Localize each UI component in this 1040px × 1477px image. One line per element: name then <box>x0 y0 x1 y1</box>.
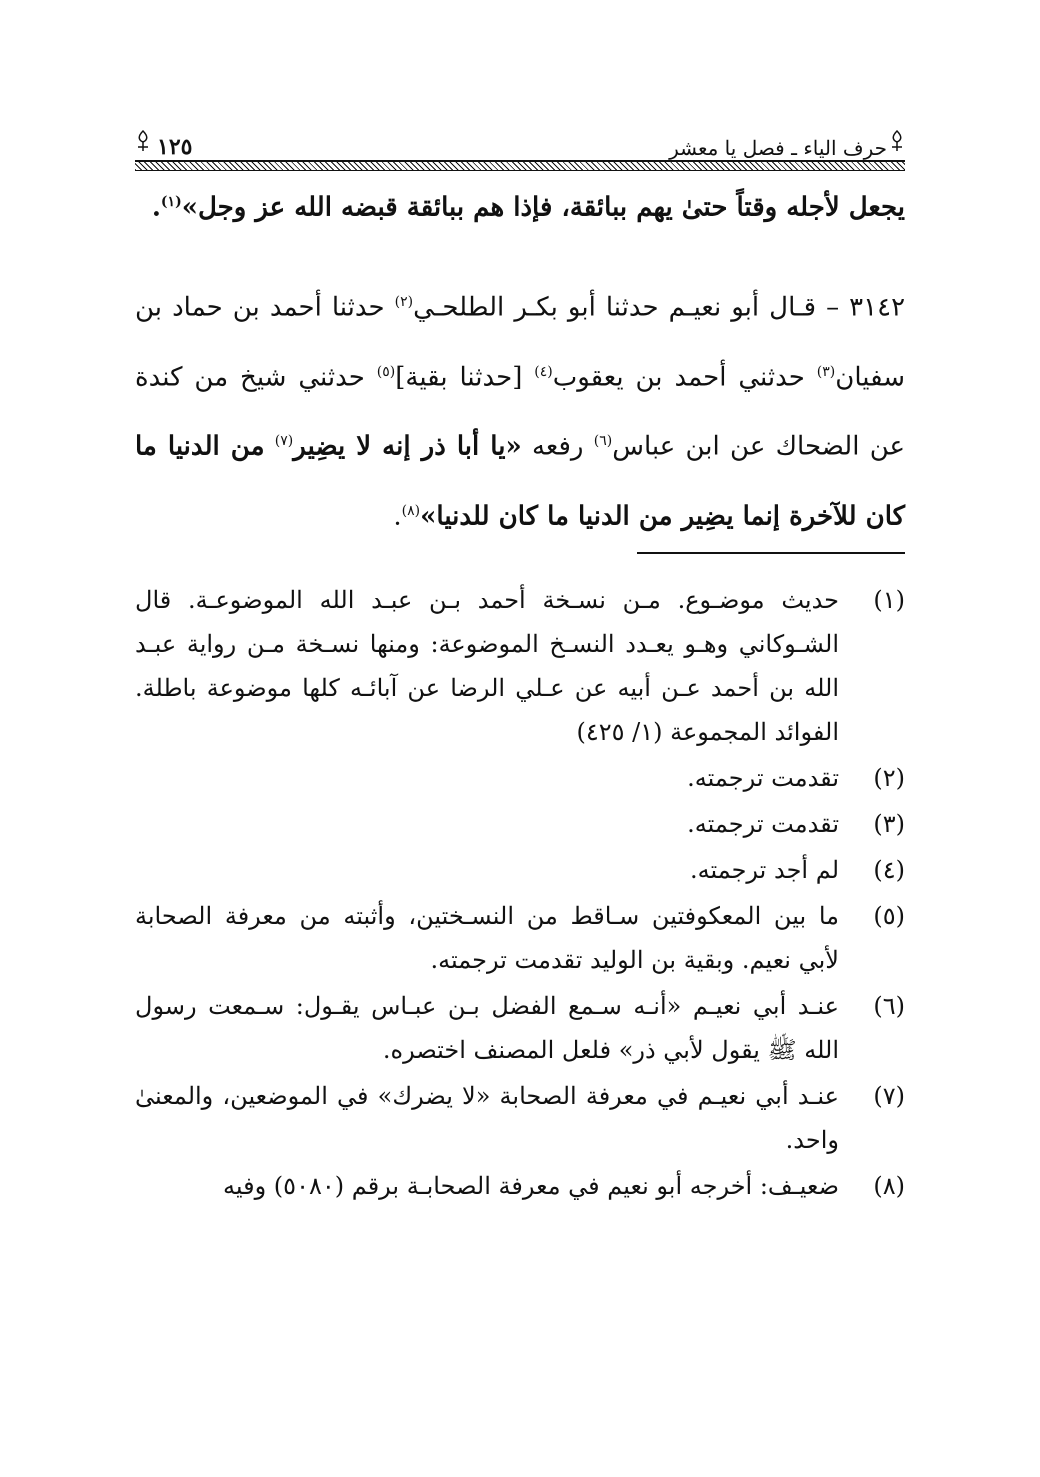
hadith-paragraph: ٣١٤٢ – قـال أبو نعيـم حدثنا أبو بكـر الطلحـي$^{(٢)}$ حدثنا أحمد بن حماد بن سفيان$^{(٣)}$ حدثني أحمد بن يعقوب$^{(٤)}$ [حدثنا بقية]$^{(٥)}$ حدثني شيخ من كندة عن الضحاك عن ابن عباس$^{(٦)}$ رفعه «يا أبا ذر إنه لا يضِير$^{(٧)}$ من الدنيا ما كان للآخرة إنما يضِير من الدنيا ما كان للدنيا»$^{(٨)}$. <box>135 292 906 532</box>
footnote-number: (٣) <box>873 810 905 838</box>
footnote <box>135 1074 905 1162</box>
footnote-ref: (٣) <box>816 363 836 380</box>
footnote-text: تقدمت ترجمته. <box>687 764 839 792</box>
footnote-text: لم أجد ترجمته. <box>689 856 839 884</box>
footnote-ref: (٤) <box>534 363 553 380</box>
footnote-number: (٨) <box>873 1172 905 1200</box>
footnote-ref: (٢) <box>394 294 414 310</box>
footnote <box>135 984 905 1072</box>
footnote-text: حديث موضـوع. مـن نسـخة أحمد بـن عبـد الله الموضوعـة. قال الشـوكاني وهـو يعـدد النسـخ الموضوعة: ومنها نسـخة مـن رواية عبـد الله بن أحمد عـن أبيه عن عـلي الرضا عن آبائـه كلها موضوعة باطلة. الفوائد المجموعة (١/ ٤٢٥) <box>135 586 839 746</box>
footnote <box>135 756 905 800</box>
footnote-number: (٧) <box>873 1082 905 1110</box>
footnote-ref: (٦) <box>593 433 613 450</box>
hadith-matn: من الدنيا ما كان للآخرة إنما يضِير من الدنيا ما كان للدنيا» <box>135 431 905 532</box>
footnote-number: (١) <box>873 586 905 614</box>
footnote-ref: (٥) <box>376 363 396 380</box>
footnote <box>135 1164 905 1208</box>
running-header <box>135 128 905 160</box>
hadith-matn: «يا أبا ذر إنه لا يضِير <box>293 431 522 462</box>
footnote-number: (٦) <box>873 992 905 1020</box>
hadith-number: ٣١٤٢ – <box>826 292 906 323</box>
footnotes <box>135 578 905 1210</box>
page-number: ١٢٥ <box>157 134 193 160</box>
footnote-ref: (٨) <box>401 502 421 519</box>
footnote-number: (٥) <box>873 902 905 930</box>
footnote-number: (٤) <box>873 856 905 884</box>
footnote-text: عنـد أبي نعيـم «أنـه سـمع الفضل بـن عبـاس يقـول: سـمعت رسول الله ﷺ يقول لأبي ذر» فلعل المصنف اختصره. <box>135 992 839 1064</box>
footnote <box>135 578 905 754</box>
hadith-continuation: يجعل لأجله وقتاً حتىٰ يهم ببائقة، فإذا هم ببائقة قبضه الله عز وجل»$^{(١)}$. <box>151 192 905 223</box>
footnote <box>135 894 905 982</box>
ornament-icon <box>889 130 905 152</box>
footnote <box>135 848 905 892</box>
footnote-text: ضعيـف: أخرجه أبو نعيم في معرفة الصحابـة برقم (٥٠٨٠) وفيه <box>223 1172 839 1200</box>
header-rule <box>135 160 905 171</box>
chapter-title: حرف الياء ـ فصل يا معشر <box>669 136 887 160</box>
footnote-separator <box>637 552 905 554</box>
footnote-number: (٢) <box>873 764 905 792</box>
footnote-ref: (١) <box>160 194 182 210</box>
ornament-icon <box>135 130 151 152</box>
footnote-ref: (٧) <box>274 433 294 450</box>
footnote-text: تقدمت ترجمته. <box>687 810 839 838</box>
footnote <box>135 802 905 846</box>
footnote-text: عنـد أبي نعيـم في معرفة الصحابة «لا يضرك» في الموضعين، والمعنىٰ واحد. <box>135 1082 839 1154</box>
footnote-text: ما بين المعكوفتين سـاقط من النسـختين، وأثبته من معرفة الصحابة لأبي نعيم. وبقية بن الوليد تقدمت ترجمته. <box>135 902 839 974</box>
